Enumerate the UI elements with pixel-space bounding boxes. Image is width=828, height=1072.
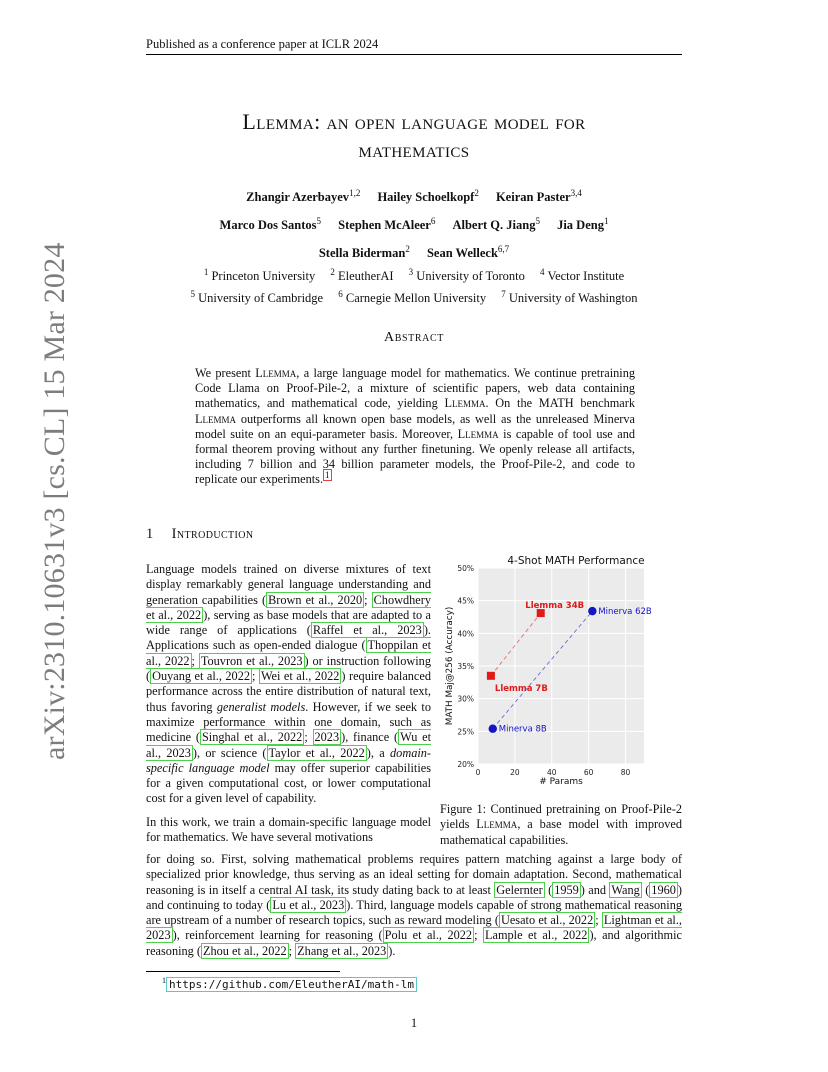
x-tick-label: 60 bbox=[583, 768, 594, 777]
citation-link[interactable]: Lightman et al., 2023 bbox=[146, 913, 682, 943]
point-label: Minerva 8B bbox=[498, 724, 547, 735]
y-tick-label: 30% bbox=[457, 694, 474, 704]
x-axis-label: # Params bbox=[539, 777, 583, 787]
author: Marco Dos Santos$^5$ bbox=[219, 216, 322, 233]
affiliation-row bbox=[146, 285, 682, 307]
affiliation-list bbox=[146, 263, 682, 307]
author: Stephen McAleer$^6$ bbox=[338, 216, 436, 233]
point-minerva bbox=[489, 725, 497, 733]
citation-link[interactable]: Taylor et al., 2022 bbox=[268, 745, 365, 760]
author-row bbox=[146, 237, 682, 265]
intro-column-text bbox=[146, 562, 431, 853]
abstract-heading: Abstract bbox=[384, 330, 444, 345]
point-llemma bbox=[487, 672, 495, 680]
x-tick-label: 80 bbox=[620, 768, 631, 777]
abstract-body: We present Llemma, a large language model for mathematics. We continue pretraining Code Llama on Proof-Pile-2, a mixture of scientific papers, web data containing mathematics, and mathematical code, yielding Llemma. On the MATH benchmark Llemma outperforms all known open base models, as well as the unreleased Minerva model suite on an equi-parameter basis. Moreover, Llemma is capable of tool use and formal theorem proving without any further finetuning. We openly release all artifacts, including 7 billion and 34 billion parameter models, the Proof-Pile-2, and code to replicate our experiments. $^1$ bbox=[195, 366, 635, 487]
affiliation: $^1$ Princeton University bbox=[203, 267, 316, 284]
intro-paragraph-2-start: In this work, we train a domain-specific language model for mathematics. We have several motivations bbox=[146, 814, 431, 845]
title-line-2: mathematics bbox=[358, 137, 470, 162]
intro-paragraph-2-continued: for doing so. First, solving mathematical problems requires pattern matching against a large body of specialized prior knowledge, thus serving as an ideal setting for domain adaptation. Second, mathematical reasoning is in itself a central AI task, its study dating back to at least Gelernter ( 1959 ) and Wang ( 1960 ) and continuing to today ( Lu et al., 2023 ). Third, language models capable of strong mathematical reasoning are upstream of a number of research topics, such as reward modeling ( Uesato et al., 2022 ; Lightman et al., 2023 ), reinforcement learning for reasoning ( Polu et al., 2022 ; Lample et al., 2022 ), and algorithmic reasoning ( Zhou et al., 2022 ; Zhang et al., 2023 ). bbox=[146, 852, 682, 958]
citation-link[interactable]: Lample et al., 2022 bbox=[484, 928, 588, 943]
citation-link[interactable]: Polu et al., 2022 bbox=[384, 928, 473, 943]
author: Keiran Paster$^{3,4}$ bbox=[495, 188, 582, 205]
point-label: Llemma 7B bbox=[494, 683, 548, 694]
y-tick-label: 40% bbox=[457, 629, 474, 639]
citation-link[interactable]: Wang bbox=[611, 882, 640, 897]
figure-1 bbox=[440, 552, 682, 800]
citation-link[interactable]: Zhou et al., 2022 bbox=[202, 943, 287, 958]
running-header: Published as a conference paper at ICLR 2024 bbox=[146, 36, 682, 55]
model-name: Llemma bbox=[444, 396, 486, 411]
citation-link[interactable]: Thoppilan et al., 2022 bbox=[146, 638, 431, 668]
y-axis-label: MATH Maj@256 (Accuracy) bbox=[445, 606, 455, 726]
paper-title bbox=[146, 108, 682, 164]
author-row bbox=[146, 181, 682, 209]
affiliation: $^6$ Carnegie Mellon University bbox=[338, 289, 487, 306]
affiliation: $^4$ Vector Institute bbox=[540, 267, 625, 284]
citation-link[interactable]: 2023 bbox=[314, 730, 340, 745]
citation-link[interactable]: Touvron et al., 2023 bbox=[200, 653, 303, 668]
footnote-divider bbox=[146, 971, 340, 972]
model-name: Llemma bbox=[476, 817, 518, 832]
affiliation: $^2$ EleutherAI bbox=[330, 267, 394, 284]
figure-caption: Figure 1: Continued pretraining on Proof-Pile-2 yields Llemma, a base model with improved mathematical capabilities. bbox=[440, 802, 683, 847]
citation-link[interactable]: Brown et al., 2020 bbox=[268, 592, 363, 607]
y-tick-label: 35% bbox=[457, 662, 474, 671]
model-name: Llemma bbox=[195, 411, 237, 426]
y-tick-label: 50% bbox=[457, 564, 474, 573]
author: Stella Biderman$^2$ bbox=[318, 244, 410, 261]
citation-link[interactable]: Lu et al., 2023 bbox=[272, 897, 345, 912]
section-number: 1 bbox=[146, 526, 154, 542]
math-performance-chart bbox=[440, 552, 682, 800]
citation-link[interactable]: Raffel et al., 2023 bbox=[312, 623, 422, 638]
citation-link[interactable]: Wu et al., 2023 bbox=[146, 730, 431, 760]
point-label: Llemma 34B bbox=[525, 601, 585, 612]
citation-link[interactable]: 1959 bbox=[554, 882, 579, 897]
arxiv-stamp: arXiv:2310.10631v3 [cs.CL] 15 Mar 2024 bbox=[38, 242, 71, 760]
section-heading bbox=[146, 526, 254, 543]
page-number: 1 bbox=[410, 1016, 418, 1030]
x-axis-ticks bbox=[476, 768, 631, 777]
citation-link[interactable]: Gelernter bbox=[496, 882, 543, 897]
y-axis-ticks bbox=[457, 564, 474, 769]
author: Albert Q. Jiang$^5$ bbox=[452, 216, 540, 233]
affiliation: $^5$ University of Cambridge bbox=[190, 289, 324, 306]
affiliation: $^3$ University of Toronto bbox=[408, 267, 525, 284]
point-minerva bbox=[588, 607, 596, 615]
affiliation-row bbox=[146, 263, 682, 285]
footnote-link[interactable]: 1 bbox=[325, 470, 330, 481]
author: Zhangir Azerbayev$^{1,2}$ bbox=[246, 188, 361, 205]
citation-link[interactable]: Singhal et al., 2022 bbox=[201, 730, 303, 745]
citation-link[interactable]: Chowdhery et al., 2022 bbox=[146, 592, 431, 622]
author: Hailey Schoelkopf$^2$ bbox=[377, 188, 479, 205]
point-label: Minerva 62B bbox=[598, 607, 652, 618]
author-row bbox=[146, 209, 682, 237]
citation-link[interactable]: Zhang et al., 2023 bbox=[297, 943, 387, 958]
model-name: Llemma bbox=[457, 426, 499, 441]
author-list bbox=[146, 181, 682, 265]
y-tick-label: 45% bbox=[457, 596, 474, 606]
citation-link[interactable]: Wei et al., 2022 bbox=[260, 669, 340, 684]
chart-title: 4-Shot MATH Performance bbox=[507, 555, 645, 567]
author: Jia Deng$^1$ bbox=[557, 216, 609, 233]
citation-link[interactable]: Uesato et al., 2022 bbox=[500, 913, 594, 928]
x-tick-label: 20 bbox=[510, 768, 520, 777]
y-tick-label: 25% bbox=[457, 727, 474, 737]
title-line-1: Llemma: an open language model for bbox=[242, 109, 586, 134]
model-name: Llemma bbox=[255, 366, 297, 380]
citation-link[interactable]: 1960 bbox=[651, 882, 676, 897]
footnote-mark: 1 bbox=[162, 976, 166, 985]
caption-label: Figure 1: bbox=[440, 802, 487, 816]
x-tick-label: 40 bbox=[547, 768, 557, 777]
y-tick-label: 20% bbox=[457, 760, 474, 769]
affiliation: $^7$ University of Washington bbox=[501, 289, 638, 306]
citation-link[interactable]: Ouyang et al., 2022 bbox=[152, 669, 251, 684]
x-tick-label: 0 bbox=[475, 768, 481, 777]
footnote bbox=[162, 976, 417, 991]
author: Sean Welleck$^{6,7}$ bbox=[426, 244, 510, 261]
section-title: Introduction bbox=[171, 526, 254, 542]
github-link[interactable]: https://github.com/EleutherAI/math-lm bbox=[166, 977, 417, 992]
intro-paragraph-1: Language models trained on diverse mixtures of text display remarkably general language understanding and generation capabilities ( Brown et al., 2020 ; Chowdhery et al., 2022 ), serving as base models that are adapted to a wide range of applications ( Raffel et al., 2023 ). Applications such as open-ended dialogue ( Thoppilan et al., 2022 ; Touvron et al., 2023 ) or instruction following ( Ouyang et al., 2022 ; Wei et al., 2022 ) require balanced performance across the entire distribution of natural text, thus favoring generalist models. However, if we seek to maximize performance within one domain, such as medicine ( Singhal et al., 2022 ; 2023 ), finance ( Wu et al., 2023 ), or science ( Taylor et al., 2022 ), a domain-specific language model may offer superior capabilities for a given computational cost, or lower computational cost for a given level of capability. bbox=[146, 562, 432, 806]
